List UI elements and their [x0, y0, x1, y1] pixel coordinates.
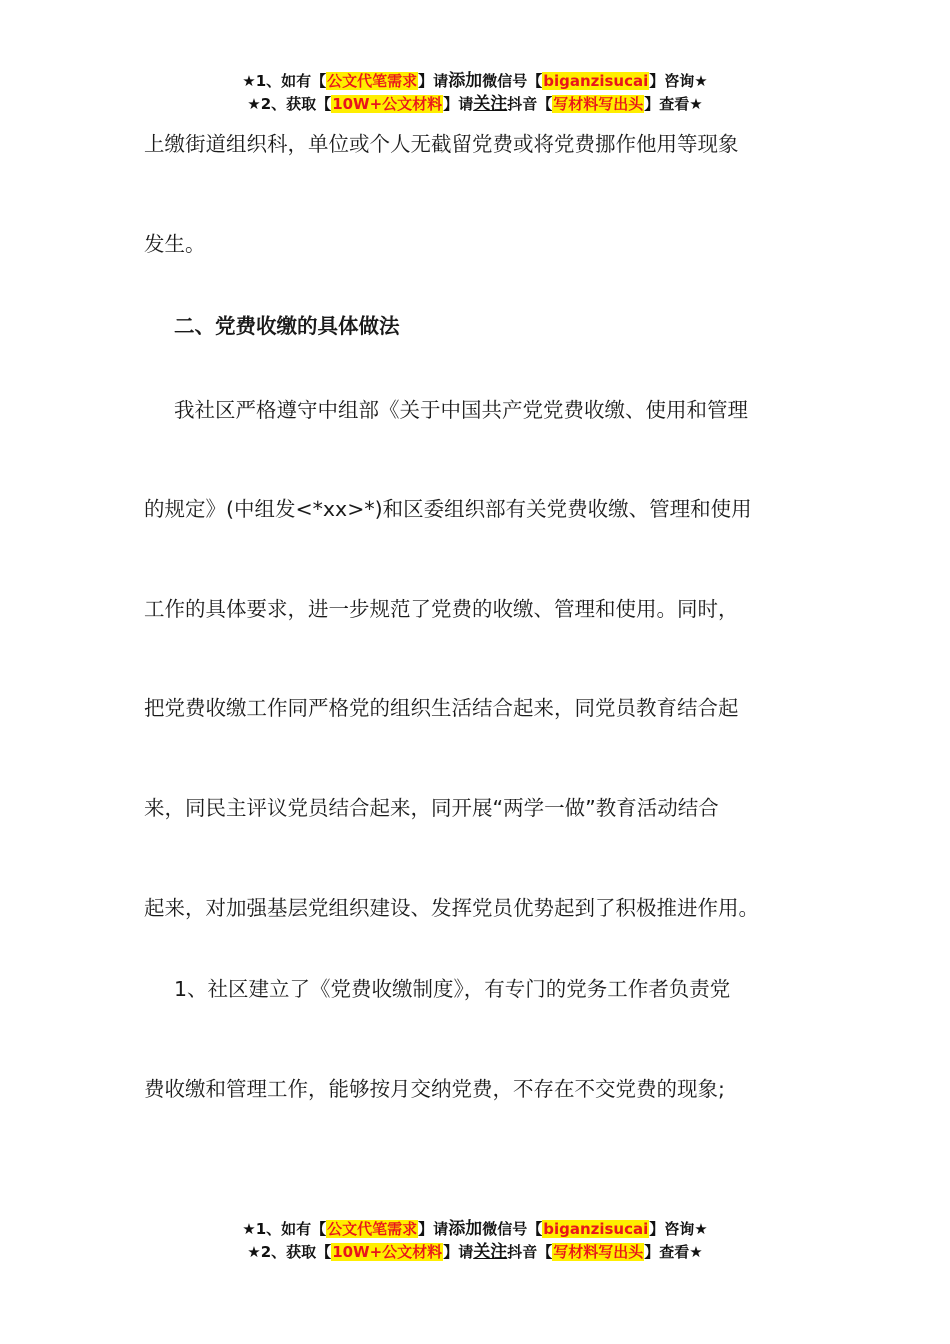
body-line-10: 费收缴和管理工作，能够按月交纳党费，不存在不交党费的现象; [144, 1077, 725, 1101]
douyin-highlight: 写材料写出头 [553, 95, 644, 113]
star-icon: ★ [247, 1243, 261, 1261]
body-line-4: 的规定》(中组发<*xx>*)和区委组织部有关党费收缴、管理和使用 [144, 497, 752, 521]
star-icon: ★ [242, 1220, 256, 1238]
body-line-1: 上缴街道组织科，单位或个人无截留党费或将党费挪作他用等现象 [144, 132, 739, 156]
wechat-id-highlight: biganzisucai [543, 72, 649, 90]
body-line-6: 把党费收缴工作同严格党的组织生活结合起来，同党员教育结合起 [144, 696, 739, 720]
banner-line-2: ★2、获取【10W+公文材料】请关注抖音【写材料写出头】查看★ [247, 94, 703, 114]
douyin-highlight: 写材料写出头 [553, 1243, 644, 1261]
materials-highlight: 10W+公文材料 [332, 95, 443, 113]
body-line-5: 工作的具体要求，进一步规范了党费的收缴、管理和使用。同时， [144, 597, 739, 621]
body-line-3: 我社区严格遵守中组部《关于中国共产党党费收缴、使用和管理 [174, 398, 748, 422]
banner-line-1: ★1、如有【公文代笔需求】请添加微信号【biganzisucai】咨询★ [242, 1219, 708, 1239]
wechat-id-highlight: biganzisucai [543, 1220, 649, 1238]
body-line-9: 1、社区建立了《党费收缴制度》，有专门的党务工作者负责党 [174, 977, 731, 1001]
service-highlight: 公文代笔需求 [327, 72, 418, 90]
section-heading: 二、党费收缴的具体做法 [174, 314, 400, 338]
body-line-7: 来，同民主评议党员结合起来，同开展“两学一做”教育活动结合 [144, 796, 719, 820]
star-icon: ★ [242, 72, 256, 90]
bottom-banner [0, 1218, 950, 1264]
banner-line-1: ★1、如有【公文代笔需求】请添加微信号【biganzisucai】咨询★ [242, 71, 708, 91]
body-line-8: 起来，对加强基层党组织建设、发挥党员优势起到了积极推进作用。 [144, 896, 759, 920]
top-banner [0, 70, 950, 116]
body-line-2: 发生。 [144, 232, 206, 256]
materials-highlight: 10W+公文材料 [332, 1243, 443, 1261]
star-icon: ★ [247, 95, 261, 113]
service-highlight: 公文代笔需求 [327, 1220, 418, 1238]
banner-line-2: ★2、获取【10W+公文材料】请关注抖音【写材料写出头】查看★ [247, 1242, 703, 1262]
